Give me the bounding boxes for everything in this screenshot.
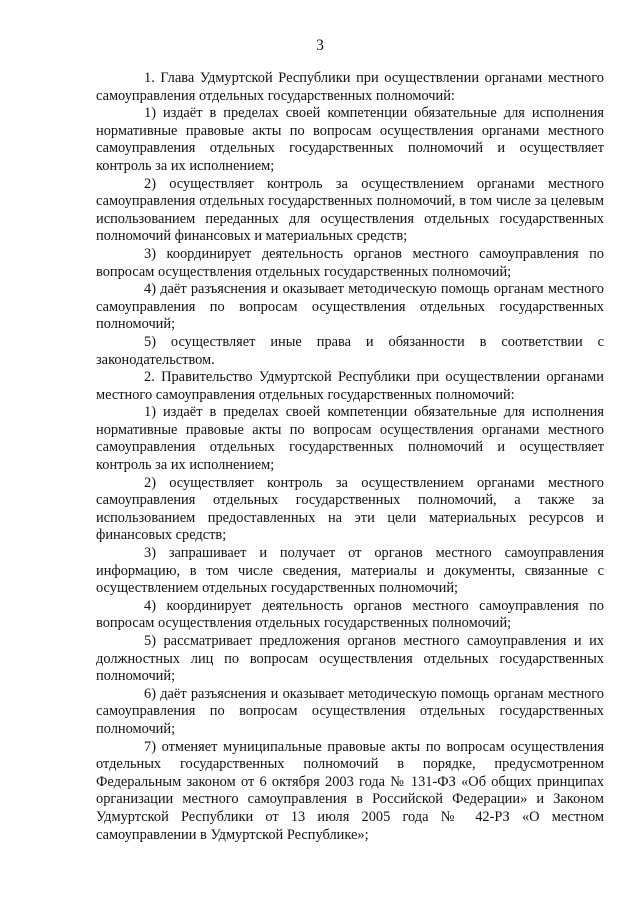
paragraph-2-item-4: 4) координирует деятельность органов местного самоуправления по вопросам осуществления отдельных государственных полномочий;	[96, 597, 604, 632]
document-body	[96, 70, 604, 844]
paragraph-1-item-2: 2) осуществляет контроль за осуществлением органами местного самоуправления отдельных государственных полномочий, в том числе за целевым использованием переданных для осуществления отдельных государственных полномочий финансовых и материальных средств;	[96, 175, 604, 245]
paragraph-2-item-6: 6) даёт разъяснения и оказывает методическую помощь органам местного самоуправления по вопросам осуществления отдельных государственных полномочий;	[96, 685, 604, 737]
page-number: 3	[316, 37, 324, 54]
paragraph-1: 1. Глава Удмуртской Республики при осуществлении органами местного самоуправления отдельных государственных полномочий:	[96, 70, 604, 104]
paragraph-2-item-3: 3) запрашивает и получает от органов местного самоуправления информацию, в том числе сведения, материалы и документы, связанные с осуществлением отдельных государственных полномочий;	[96, 545, 604, 597]
paragraph-2-item-1: 1) издаёт в пределах своей компетенции обязательные для исполнения нормативные правовые акты по вопросам осуществления органами местного самоуправления отдельных государственных полномочий и осуществляет контроль за их исполнением;	[96, 404, 604, 474]
paragraph-2: 2. Правительство Удмуртской Республики при осуществлении органами местного самоуправления отдельных государственных полномочий:	[96, 369, 604, 403]
paragraph-1-item-5: 5) осуществляет иные права и обязанности в соответствии с законодательством.	[96, 333, 604, 368]
paragraph-1-item-3: 3) координирует деятельность органов местного самоуправления по вопросам осуществления отдельных государственных полномочий;	[96, 245, 604, 280]
paragraph-2-item-5: 5) рассматривает предложения органов местного самоуправления и их должностных лиц по вопросам осуществления отдельных государственных полномочий;	[96, 633, 604, 685]
paragraph-2-item-2: 2) осуществляет контроль за осуществлением органами местного самоуправления отдельных государственных полномочий, а также за использованием предоставленных на эти цели материальных ресурсов и финансовых средств;	[96, 474, 604, 544]
paragraph-2-item-7: 7) отменяет муниципальные правовые акты по вопросам осуществления отдельных государственных полномочий в порядке, предусмотренном Федеральным законом от 6 октября 2003 года № 131-ФЗ «Об общих принципах организации местного самоуправления в Российской Федерации» и Законом Удмуртской Республики от 13 июля 2005 года № 42-РЗ «О местном самоуправлении в Удмуртской Республике»;	[96, 738, 604, 843]
paragraph-1-item-4: 4) даёт разъяснения и оказывает методическую помощь органам местного самоуправления по вопросам осуществления отдельных государственных полномочий;	[96, 281, 604, 333]
paragraph-1-item-1: 1) издаёт в пределах своей компетенции обязательные для исполнения нормативные правовые акты по вопросам осуществления органами местного самоуправления отдельных государственных полномочий и осуществляет контроль за их исполнением;	[96, 105, 604, 174]
